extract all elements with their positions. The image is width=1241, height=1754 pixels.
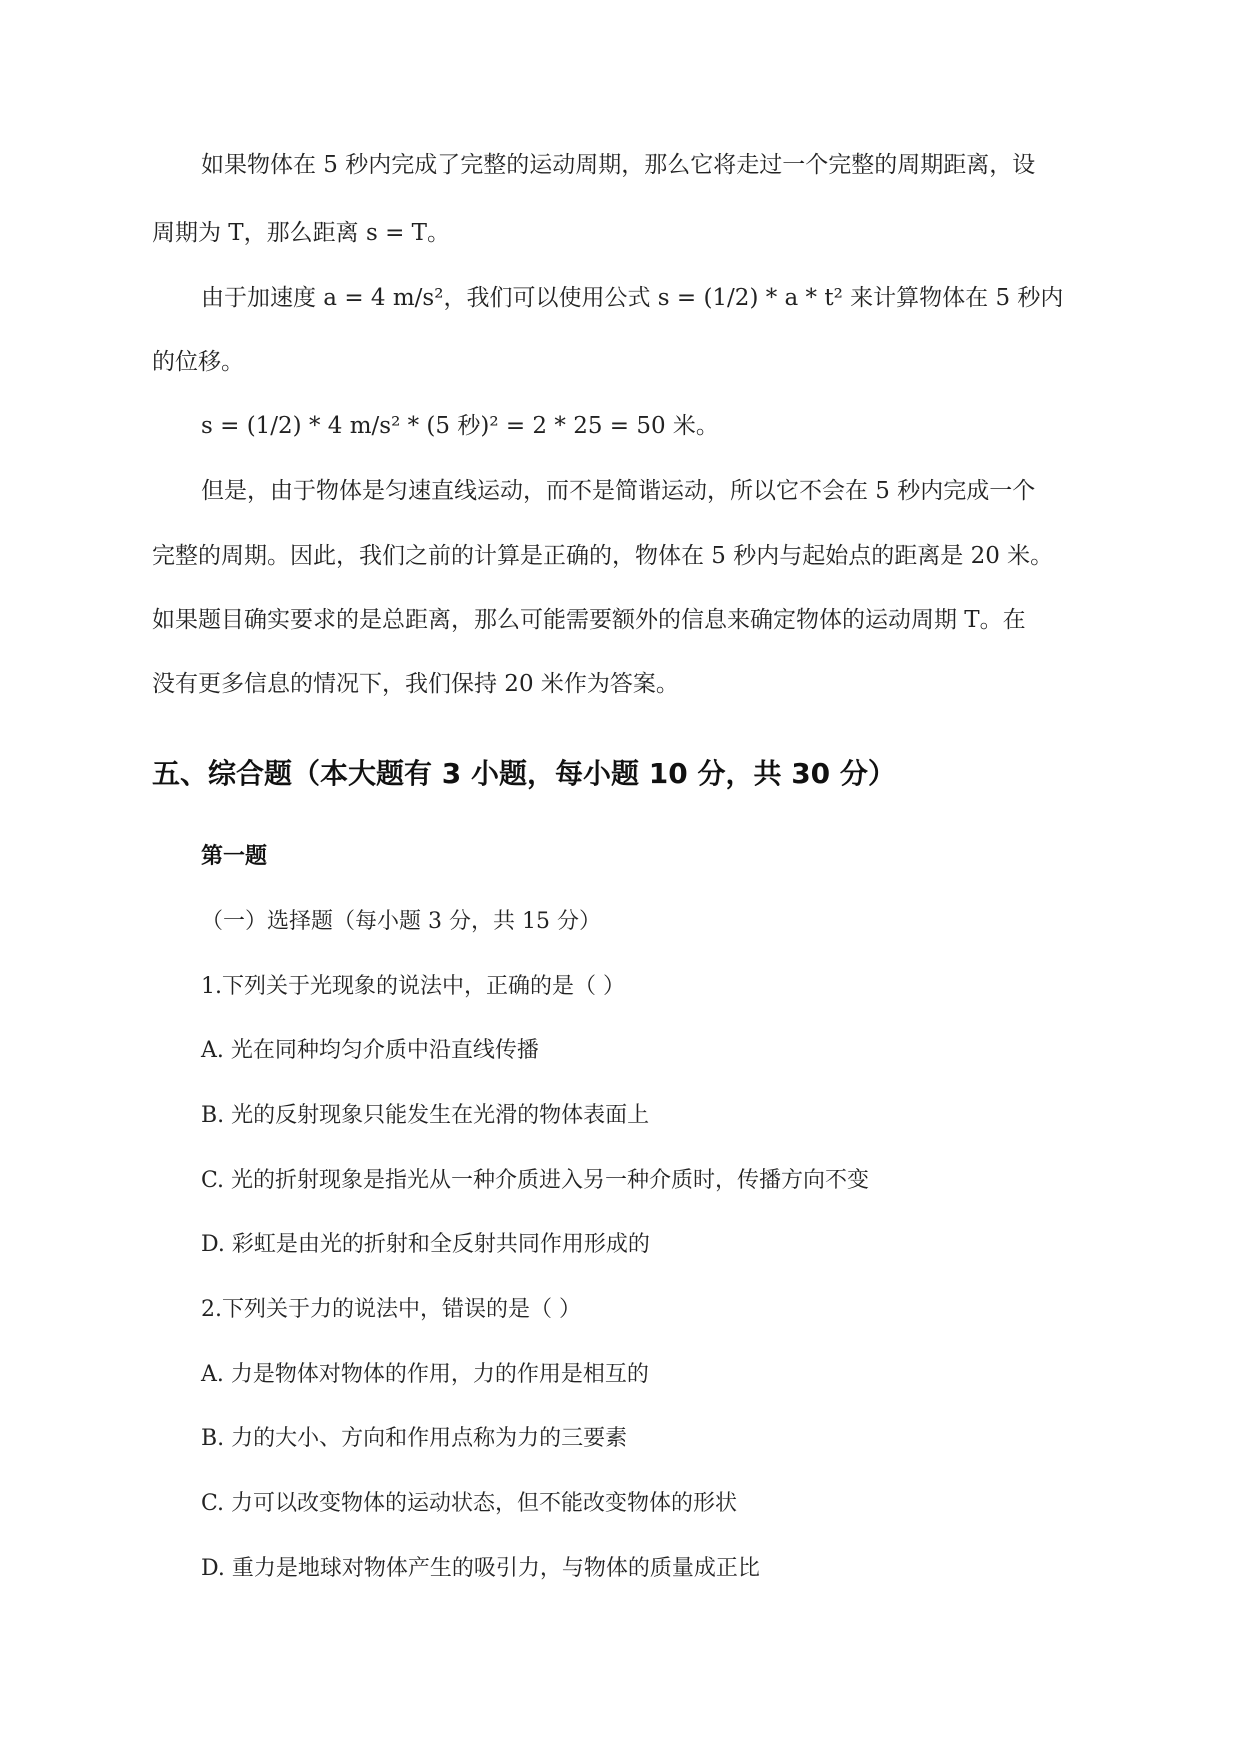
answer-option: D. 重力是地球对物体产生的吸引力，与物体的质量成正比 [201,1556,760,1581]
paragraph-line: 没有更多信息的情况下，我们保持 20 米作为答案。 [152,671,679,697]
question-group-title: 第一题 [201,844,268,869]
paragraph-line: 但是，由于物体是匀速直线运动，而不是简谐运动，所以它不会在 5 秒内完成一个 [201,478,1036,504]
answer-option: A. 光在同种均匀介质中沿直线传播 [201,1038,539,1063]
choice-section-label: （一）选择题（每小题 3 分，共 15 分） [201,909,601,934]
answer-option: D. 彩虹是由光的折射和全反射共同作用形成的 [201,1232,650,1257]
paragraph-line: 如果物体在 5 秒内完成了完整的运动周期，那么它将走过一个完整的周期距离，设 [201,152,1036,178]
paragraph-line: 的位移。 [152,349,244,375]
answer-option: B. 光的反射现象只能发生在光滑的物体表面上 [201,1103,650,1128]
formula-line: s = (1/2) * 4 m/s² * (5 秒)² = 2 * 25 = 50 米。 [201,413,719,439]
paragraph-line: 周期为 T，那么距离 s = T。 [152,220,451,246]
answer-option: C. 力可以改变物体的运动状态，但不能改变物体的形状 [201,1491,738,1516]
answer-option: B. 力的大小、方向和作用点称为力的三要素 [201,1426,628,1451]
question-stem: 1.下列关于光现象的说法中，正确的是（ ） [201,974,625,999]
paragraph-line: 由于加速度 a = 4 m/s²，我们可以使用公式 s = (1/2) * a * t² 来计算物体在 5 秒内 [201,285,1064,311]
answer-option: A. 力是物体对物体的作用，力的作用是相互的 [201,1362,649,1387]
section-heading: 五、综合题（本大题有 3 小题，每小题 10 分，共 30 分） [152,757,896,790]
paragraph-line: 完整的周期。因此，我们之前的计算是正确的，物体在 5 秒内与起始点的距离是 20 米。 [152,543,1054,569]
question-stem: 2.下列关于力的说法中，错误的是（ ） [201,1297,581,1322]
paragraph-line: 如果题目确实要求的是总距离，那么可能需要额外的信息来确定物体的运动周期 T。在 [152,607,1026,633]
answer-option: C. 光的折射现象是指光从一种介质进入另一种介质时，传播方向不变 [201,1168,870,1193]
